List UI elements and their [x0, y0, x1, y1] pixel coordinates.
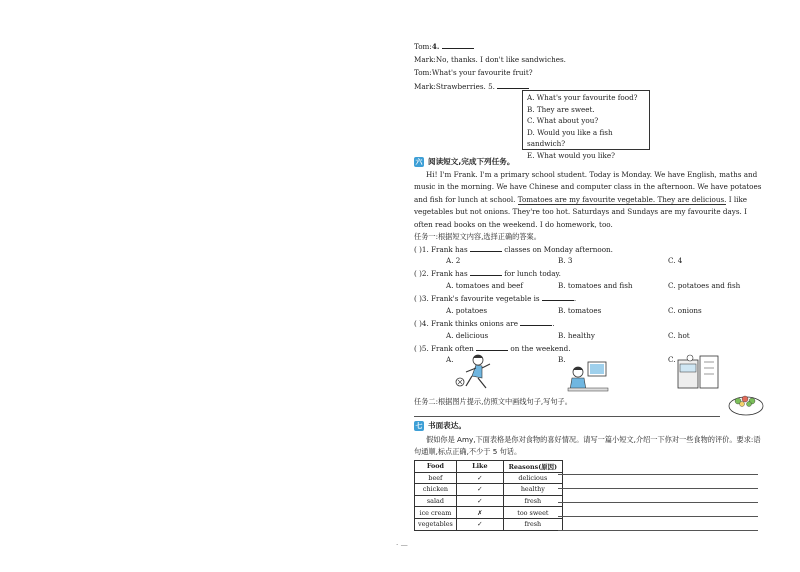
q2-blank[interactable] — [470, 268, 502, 276]
writing-line[interactable] — [558, 516, 758, 517]
food-preference-table — [414, 460, 563, 531]
table-header-row — [415, 461, 563, 473]
header-reasons: Reasons(原因) — [503, 461, 562, 473]
q5-option-b: B. — [558, 355, 566, 364]
salad-bowl-picture — [726, 392, 766, 418]
kitchen-cooking-picture[interactable] — [676, 352, 722, 390]
question-5: ( )5. Frank often on the weekend. — [414, 344, 571, 353]
table-row: beef ✓ delicious — [415, 472, 563, 484]
q5-option-c: C. — [668, 355, 676, 364]
q3-option-a: A. potatoes — [446, 306, 488, 315]
option-e: E. What would you like? — [527, 150, 615, 160]
table-row: salad ✓ fresh — [415, 495, 563, 507]
q3-option-b: B. tomatoes — [558, 306, 602, 315]
option-b: B. They are sweet. — [527, 104, 595, 114]
like-mark: ✓ — [456, 472, 503, 484]
option-a: A. What's your favourite food? — [527, 93, 638, 102]
q1-option-c: C. 4 — [668, 256, 683, 265]
section-6-number: 六 — [415, 157, 423, 166]
boy-playing-football-picture[interactable] — [452, 352, 498, 394]
q3-option-c: C. onions — [668, 306, 702, 315]
q1-blank[interactable] — [470, 244, 502, 252]
option-c: C. What about you? — [527, 116, 599, 126]
q4-option-b: B. healthy — [558, 331, 595, 340]
task-2-answer-line[interactable] — [414, 416, 720, 417]
options-box — [522, 90, 650, 160]
q2-option-c: C. potatoes and fish — [668, 281, 741, 290]
writing-line[interactable] — [558, 502, 758, 503]
header-food: Food — [415, 461, 457, 473]
dialogue-line-1: Tom:4. — [414, 41, 474, 51]
section-7-title: 书面表达。 — [428, 421, 466, 430]
task-1-instruction: 任务一:根据短文内容,选择正确的答案。 — [414, 232, 541, 241]
q4-option-a: A. delicious — [446, 331, 489, 340]
dialogue-line-4: Mark:Strawberries. 5. — [414, 81, 529, 91]
section-6-header — [414, 156, 514, 167]
q5-option-a: A. — [446, 355, 454, 364]
q4-blank[interactable] — [520, 318, 552, 326]
writing-prompt: 假如你是 Amy,下面表格是你对食物的喜好情况。请写一篇小短文,介绍一下你对一些食物的评价。要求:语句通顺,标点正确,不少于 5 句话。 — [414, 435, 761, 456]
like-mark: ✓ — [456, 495, 503, 507]
like-mark: ✓ — [456, 484, 503, 496]
dialogue-line-2: Mark:No, thanks. I don't like sandwiches. — [414, 55, 566, 64]
question-4: ( )4. Frank thinks onions are . — [414, 319, 555, 328]
section-7-header — [414, 420, 466, 431]
section-7-number: 七 — [415, 421, 423, 430]
q5-blank[interactable] — [476, 343, 508, 351]
reading-passage: Hi! I'm Frank. I'm a primary school student. Today is Monday. We have English, maths and music in the morning. We have Chinese and computer class in the afternoon. We have potatoes and fish for lunch at school. Tomatoes are my favourite vegetable. They are delicious. I like vegetables but not onions. They're too hot. Saturdays and Sundays are my favourite days. I often read books on the weekend. I do homework, too. — [414, 170, 762, 229]
table-row: ice cream ✗ too sweet — [415, 507, 563, 519]
answer-blank-4[interactable] — [442, 41, 474, 49]
question-3: ( )3. Frank's favourite vegetable is . — [414, 294, 577, 303]
like-mark: ✓ — [456, 518, 503, 530]
section-6-title: 阅读短文,完成下列任务。 — [428, 157, 515, 166]
answer-blank-5[interactable] — [497, 81, 529, 89]
q2-option-b: B. tomatoes and fish — [558, 281, 633, 290]
q1-option-a: A. 2 — [446, 256, 461, 265]
page-footer: · — — [396, 540, 408, 549]
q2-option-a: A. tomatoes and beef — [446, 281, 524, 290]
table-row: chicken ✓ healthy — [415, 484, 563, 496]
question-1: ( )1. Frank has classes on Monday afternoon. — [414, 245, 613, 254]
underlined-sentence: Tomatoes are my favourite vegetable. They are delicious. — [517, 194, 727, 204]
option-d: D. Would you like a fish sandwich? — [527, 127, 613, 149]
header-like: Like — [456, 461, 503, 473]
writing-line[interactable] — [558, 530, 758, 531]
q1-option-b: B. 3 — [558, 256, 573, 265]
like-mark: ✗ — [456, 507, 503, 519]
q4-option-c: C. hot — [668, 331, 690, 340]
q3-blank[interactable] — [542, 293, 574, 301]
dialogue-line-3: Tom:What's your favourite fruit? — [414, 68, 533, 77]
boy-watching-tv-picture[interactable] — [566, 358, 610, 392]
writing-line[interactable] — [558, 488, 758, 489]
task-2-instruction: 任务二:根据图片提示,仿照文中画线句子,写句子。 — [414, 397, 572, 406]
writing-line[interactable] — [558, 474, 758, 475]
question-2: ( )2. Frank has for lunch today. — [414, 269, 561, 278]
table-row: vegetables ✓ fresh — [415, 518, 563, 530]
